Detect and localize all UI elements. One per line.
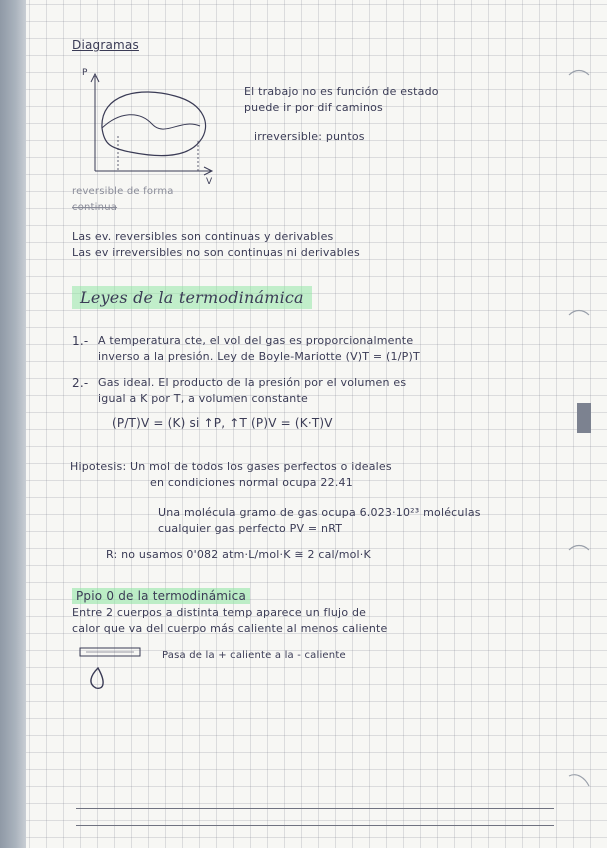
item2-number: 2.-	[72, 376, 89, 390]
note-irreversible: irreversible: puntos	[254, 130, 365, 143]
drop-icon	[91, 668, 103, 688]
binder-hole-icon-3	[565, 540, 595, 560]
side-tab-marker	[577, 403, 591, 433]
item2-line2: igual a K por T, a volumen constante	[98, 392, 308, 405]
hipotesis-line5: R: no usamos 0'082 atm·L/mol·K ≅ 2 cal/mol·K	[106, 548, 371, 561]
note-trabajo-2: puede ir por dif caminos	[244, 101, 383, 114]
bottom-ruled-band	[76, 808, 554, 826]
principio0-line3: Pasa de la + caliente a la - caliente	[162, 650, 346, 661]
leyes-title: Leyes de la termodinámica	[72, 286, 312, 309]
caption-reversible-1: reversible de forma	[72, 186, 174, 197]
note-trabajo-1: El trabajo no es función de estado	[244, 85, 439, 98]
hipotesis-line1: Hipotesis: Un mol de todos los gases perfectos o ideales	[70, 460, 392, 473]
principio0-line1: Entre 2 cuerpos a distinta temp aparece un flujo de	[72, 606, 367, 619]
principio0-heading: Ppio 0 de la termodinámica	[72, 588, 250, 604]
principio0-line2: calor que va del cuerpo más caliente al menos caliente	[72, 622, 388, 635]
item2-line1: Gas ideal. El producto de la presión por el volumen es	[98, 376, 407, 389]
hipotesis-line4: cualquier gas perfecto PV = nRT	[158, 522, 343, 535]
line-reversibles-2: Las ev irreversibles no son continuas ni derivables	[72, 246, 360, 259]
caption-reversible-2: continua	[72, 202, 118, 213]
thermometer-sketch	[80, 646, 150, 696]
item1-number: 1.-	[72, 334, 89, 348]
item1-line2: inverso a la presión. Ley de Boyle-Mariotte (V)T = (1/P)T	[98, 350, 420, 363]
v-label: V	[206, 177, 213, 187]
diagramas-heading: Diagramas	[72, 38, 139, 52]
hipotesis-line3: Una molécula gramo de gas ocupa 6.023·10²³ moléculas	[158, 506, 481, 519]
binder-hole-icon-4	[565, 770, 595, 790]
item1-line1: A temperatura cte, el vol del gas es proporcionalmente	[98, 334, 414, 347]
line-reversibles-1: Las ev. reversibles son continuas y derivables	[72, 230, 334, 243]
page-edge-strip	[0, 0, 26, 848]
binder-hole-icon-1	[565, 65, 595, 85]
middle-path	[102, 115, 200, 129]
item2-formula: (P/T)V = (K) si ↑P, ↑T (P)V = (K·T)V	[112, 416, 333, 430]
pv-diagram	[80, 66, 220, 186]
p-label: P	[82, 68, 88, 78]
hipotesis-line2: en condiciones normal ocupa 22.41	[150, 476, 353, 489]
binder-hole-icon-2	[565, 305, 595, 325]
